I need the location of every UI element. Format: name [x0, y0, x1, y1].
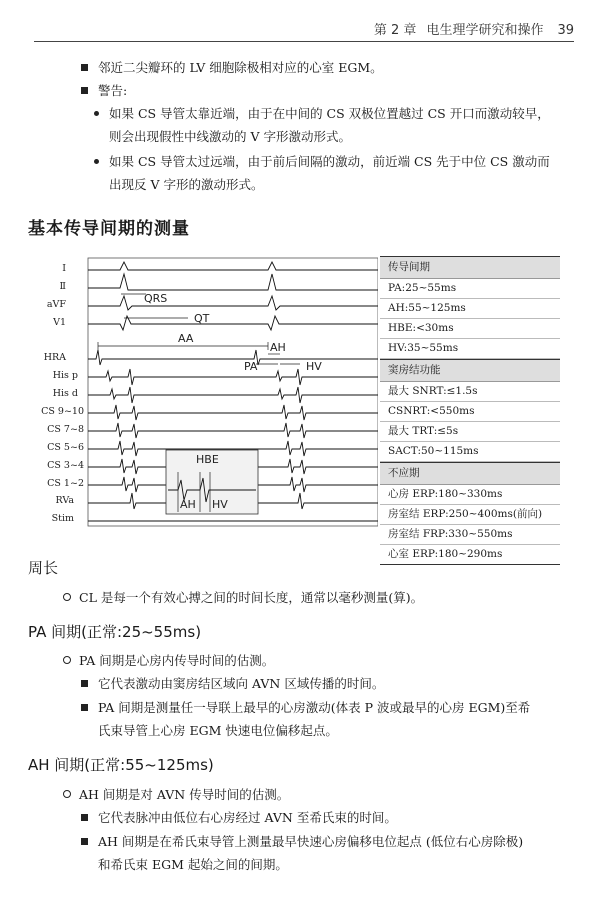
lead-label-cs78: CS 7~8 — [47, 424, 84, 435]
pa-interval-heading: PA 间期(正常:25~55ms) — [28, 623, 202, 641]
chapter-title: 电生理学研究和操作 — [426, 23, 544, 38]
panel-row: 房室结 ERP:250~400ms(前向) — [380, 505, 560, 525]
lead-label-cs910: CS 9~10 — [41, 406, 84, 417]
lead-label-i: Ⅰ — [62, 263, 66, 274]
panel-row: 最大 TRT:≤5s — [380, 422, 560, 442]
lead-label-cs56: CS 5~6 — [47, 442, 84, 453]
aa-label: AA — [178, 332, 194, 345]
ah-sub-2: AH 间期是在希氏束导管上测量最早快速心房偏移电位起点 (低位右心房除极) — [81, 831, 523, 853]
chapter-number: 第 2 章 — [373, 23, 417, 38]
panel-row: HV:35~55ms — [380, 339, 560, 359]
pa-label: PA — [244, 360, 258, 373]
panel-row: CSNRT:<550ms — [380, 402, 560, 422]
inset-ah-label: AH — [180, 498, 196, 511]
circle-bullet-icon — [63, 593, 71, 601]
panel-section-title: 窦房结功能 — [380, 359, 560, 382]
qrs-label: QRS — [144, 292, 168, 305]
lead-label-his-p: His p — [52, 370, 78, 381]
square-bullet-icon — [81, 838, 88, 845]
bullet-lv-egm: 邻近二尖瓣环的 LV 细胞除极相对应的心室 EGM。 — [81, 57, 383, 79]
warning-item-1-cont: 则会出现假性中线激动的 V 字形激动形式。 — [109, 129, 351, 144]
section-title: 基本传导间期的测量 — [28, 219, 190, 239]
ah-interval-main: AH 间期是对 AVN 传导时间的估测。 — [63, 784, 289, 806]
panel-row: 房室结 FRP:330~550ms — [380, 525, 560, 545]
panel-row: AH:55~125ms — [380, 299, 560, 319]
square-bullet-icon — [81, 680, 88, 687]
panel-row: 最大 SNRT:≤1.5s — [380, 382, 560, 402]
inset-hv-label: HV — [212, 498, 228, 511]
header-rule — [34, 41, 574, 42]
panel-section-title: 传导间期 — [380, 256, 560, 279]
square-bullet-icon — [81, 87, 88, 94]
pa-sub-1: 它代表激动由窦房结区域向 AVN 区域传播的时间。 — [81, 673, 384, 695]
hbe-label: HBE — [196, 453, 219, 466]
dot-bullet-icon — [94, 111, 99, 116]
pa-interval-main: PA 间期是心房内传导时间的估测。 — [63, 650, 274, 672]
panel-row: PA:25~55ms — [380, 279, 560, 299]
lead-label-stim: Stim — [51, 513, 74, 524]
square-bullet-icon — [81, 704, 88, 711]
ah-interval-heading: AH 间期(正常:55~125ms) — [28, 756, 214, 774]
hv-label: HV — [306, 360, 322, 373]
circle-bullet-icon — [63, 656, 71, 664]
panel-row: 心室 ERP:180~290ms — [380, 545, 560, 565]
warning-item-2-cont: 出现反 V 字形的激动形式。 — [109, 177, 264, 192]
lead-label-v1: V1 — [53, 317, 66, 328]
dot-bullet-icon — [94, 159, 99, 164]
lead-label-cs34: CS 3~4 — [47, 460, 84, 471]
panel-row: SACT:50~115ms — [380, 442, 560, 462]
warning-item-1: 如果 CS 导管太靠近端，由于在中间的 CS 双极位置越过 CS 开口而激动较早， — [94, 103, 550, 125]
lead-label-cs12: CS 1~2 — [47, 478, 84, 489]
ah-label: AH — [270, 341, 286, 354]
warning-item-2: 如果 CS 导管太过远端，由于前后间隔的激动，前近端 CS 先于中位 CS 激动而 — [94, 151, 550, 173]
egm-figure — [28, 250, 378, 532]
panel-row: 心房 ERP:180~330ms — [380, 485, 560, 505]
cycle-length-heading: 周长 — [28, 559, 59, 577]
pa-sub-2: PA 间期是测量任一导联上最早的心房激动(体表 P 波或最早的心房 EGM)至希 — [81, 697, 530, 719]
square-bullet-icon — [81, 64, 88, 71]
lead-label-his-d: His d — [52, 388, 78, 399]
running-header — [364, 19, 574, 38]
page-number: 39 — [557, 23, 574, 38]
qt-label: QT — [194, 312, 210, 325]
lead-label-avf: aVF — [46, 299, 66, 310]
cycle-length-text: CL 是每一个有效心搏之间的时间长度，通常以毫秒测量(算)。 — [63, 587, 423, 609]
surface-traces — [88, 262, 378, 330]
circle-bullet-icon — [63, 790, 71, 798]
lead-label-ii: Ⅱ — [59, 281, 66, 292]
bullet-warning: 警告: — [81, 80, 127, 102]
lead-label-hra: HRA — [43, 352, 66, 363]
panel-section-title: 不应期 — [380, 462, 560, 485]
ah-sub-1: 它代表脉冲由低位右心房经过 AVN 至希氏束的时间。 — [81, 807, 397, 829]
normal-values-panel — [380, 256, 560, 565]
panel-row: HBE:<30ms — [380, 319, 560, 339]
pa-sub-2-cont: 氏束导管上心房 EGM 快速电位偏移起点。 — [98, 723, 338, 738]
ah-sub-2-cont: 和希氏束 EGM 起始之间的间期。 — [98, 857, 288, 872]
page-header — [0, 0, 600, 48]
square-bullet-icon — [81, 814, 88, 821]
lead-label-rva: RVa — [55, 495, 74, 506]
interval-labels — [144, 292, 322, 373]
